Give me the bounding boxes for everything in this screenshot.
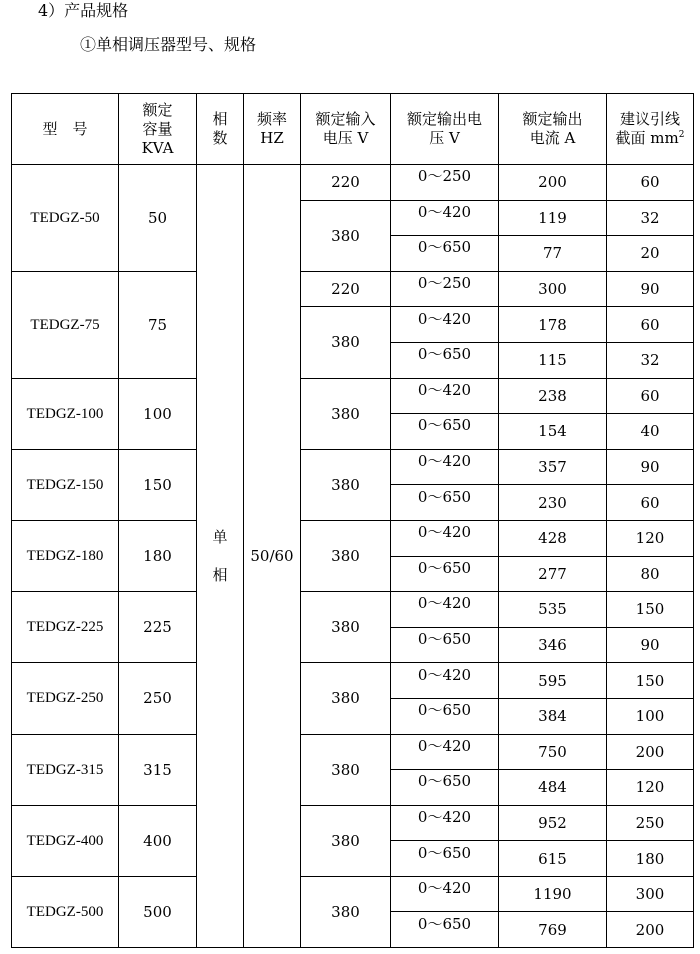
output-voltage-cell xyxy=(391,627,499,663)
header-lead-section: 建议引线 截面 $mm^2$ xyxy=(607,94,694,165)
phase-text-line2: 相 xyxy=(212,566,228,585)
capacity-cell: 100 xyxy=(119,378,197,449)
output-voltage-value: 0～250 xyxy=(417,274,472,293)
output-voltage-cell xyxy=(391,592,499,628)
lead-section-cell: 80 xyxy=(607,556,694,592)
lead-section-cell: 20 xyxy=(607,236,694,272)
spec-table xyxy=(11,93,694,948)
table-row xyxy=(12,734,694,770)
table-row xyxy=(12,876,694,912)
lead-section-cell: 300 xyxy=(607,876,694,912)
lead-section-cell: 60 xyxy=(607,378,694,414)
table-row xyxy=(12,805,694,841)
output-voltage-value: 0～420 xyxy=(417,523,472,542)
subsection-heading: ①单相调压器型号、规格 xyxy=(80,35,257,54)
output-voltage-cell xyxy=(391,307,499,343)
lead-section-cell: 60 xyxy=(607,165,694,201)
lead-section-cell: 120 xyxy=(607,520,694,556)
header-phase: 相 数 xyxy=(197,94,244,165)
output-voltage-cell xyxy=(391,342,499,378)
lead-section-cell: 32 xyxy=(607,342,694,378)
header-frequency: 频率 HZ xyxy=(244,94,301,165)
output-voltage-value: 0～650 xyxy=(417,701,472,720)
output-voltage-cell xyxy=(391,271,499,307)
output-voltage-cell xyxy=(391,734,499,770)
output-current-cell: 769 xyxy=(499,912,607,948)
phase-cell xyxy=(197,165,244,948)
capacity-cell: 500 xyxy=(119,876,197,947)
input-voltage-cell: 380 xyxy=(301,307,391,378)
input-voltage-cell: 380 xyxy=(301,734,391,805)
capacity-cell: 75 xyxy=(119,271,197,378)
table-row xyxy=(12,449,694,485)
lead-section-cell: 32 xyxy=(607,200,694,236)
header-row xyxy=(12,94,694,165)
spec-table-body xyxy=(12,165,694,948)
output-voltage-cell xyxy=(391,236,499,272)
input-voltage-cell: 380 xyxy=(301,876,391,947)
output-current-cell: 178 xyxy=(499,307,607,343)
output-voltage-cell xyxy=(391,449,499,485)
model-cell: TEDGZ-400 xyxy=(12,805,119,876)
output-current-cell: 595 xyxy=(499,663,607,699)
output-voltage-value: 0～420 xyxy=(417,879,472,898)
output-voltage-cell xyxy=(391,663,499,699)
output-current-cell: 535 xyxy=(499,592,607,628)
input-voltage-cell: 220 xyxy=(301,165,391,201)
output-voltage-value: 0～420 xyxy=(417,736,472,755)
lead-section-cell: 200 xyxy=(607,912,694,948)
lead-section-cell: 100 xyxy=(607,698,694,734)
output-current-cell: 346 xyxy=(499,627,607,663)
output-voltage-cell xyxy=(391,698,499,734)
header-input-voltage: 额定输入 电压 V xyxy=(301,94,391,165)
output-voltage-value: 0～250 xyxy=(417,167,472,186)
output-current-cell: 77 xyxy=(499,236,607,272)
model-cell: TEDGZ-180 xyxy=(12,520,119,591)
model-cell: TEDGZ-315 xyxy=(12,734,119,805)
table-row xyxy=(12,165,694,201)
output-voltage-cell xyxy=(391,805,499,841)
input-voltage-cell: 380 xyxy=(301,200,391,271)
lead-section-cell: 90 xyxy=(607,271,694,307)
output-current-cell: 750 xyxy=(499,734,607,770)
lead-section-cell: 150 xyxy=(607,663,694,699)
output-voltage-value: 0～650 xyxy=(417,914,472,933)
capacity-cell: 400 xyxy=(119,805,197,876)
table-row xyxy=(12,378,694,414)
lead-section-cell: 90 xyxy=(607,449,694,485)
output-voltage-value: 0～420 xyxy=(417,309,472,328)
output-current-cell: 1190 xyxy=(499,876,607,912)
output-voltage-cell xyxy=(391,200,499,236)
lead-section-cell: 90 xyxy=(607,627,694,663)
phase-text-line1: 单 xyxy=(212,528,228,547)
table-row xyxy=(12,663,694,699)
output-voltage-cell xyxy=(391,876,499,912)
lead-section-cell: 250 xyxy=(607,805,694,841)
lead-section-cell: 60 xyxy=(607,485,694,521)
output-voltage-value: 0～420 xyxy=(417,594,472,613)
output-voltage-value: 0～650 xyxy=(417,558,472,577)
input-voltage-cell: 380 xyxy=(301,378,391,449)
output-voltage-value: 0～650 xyxy=(417,630,472,649)
capacity-cell: 250 xyxy=(119,663,197,734)
output-voltage-value: 0～650 xyxy=(417,345,472,364)
model-cell: TEDGZ-500 xyxy=(12,876,119,947)
lead-section-cell: 180 xyxy=(607,841,694,877)
output-voltage-cell xyxy=(391,556,499,592)
frequency-cell: 50/60 xyxy=(244,165,301,948)
output-current-cell: 238 xyxy=(499,378,607,414)
lead-section-cell: 200 xyxy=(607,734,694,770)
output-current-cell: 357 xyxy=(499,449,607,485)
input-voltage-cell: 380 xyxy=(301,592,391,663)
output-voltage-value: 0～420 xyxy=(417,452,472,471)
model-cell: TEDGZ-50 xyxy=(12,165,119,272)
output-current-cell: 615 xyxy=(499,841,607,877)
output-current-cell: 952 xyxy=(499,805,607,841)
capacity-cell: 150 xyxy=(119,449,197,520)
output-voltage-value: 0～650 xyxy=(417,772,472,791)
output-current-cell: 300 xyxy=(499,271,607,307)
model-cell: TEDGZ-225 xyxy=(12,592,119,663)
lead-section-cell: 40 xyxy=(607,414,694,450)
model-cell: TEDGZ-150 xyxy=(12,449,119,520)
header-model: 型 号 xyxy=(12,94,119,165)
output-voltage-value: 0～420 xyxy=(417,665,472,684)
capacity-cell: 225 xyxy=(119,592,197,663)
model-cell: TEDGZ-250 xyxy=(12,663,119,734)
output-voltage-value: 0～420 xyxy=(417,380,472,399)
output-current-cell: 277 xyxy=(499,556,607,592)
output-voltage-cell xyxy=(391,841,499,877)
output-voltage-value: 0～650 xyxy=(417,416,472,435)
lead-section-cell: 60 xyxy=(607,307,694,343)
input-voltage-cell: 380 xyxy=(301,449,391,520)
output-current-cell: 200 xyxy=(499,165,607,201)
input-voltage-cell: 380 xyxy=(301,520,391,591)
output-voltage-cell xyxy=(391,485,499,521)
capacity-cell: 50 xyxy=(119,165,197,272)
header-output-current: 额定输出 电流 A xyxy=(499,94,607,165)
output-voltage-cell xyxy=(391,520,499,556)
output-current-cell: 428 xyxy=(499,520,607,556)
capacity-cell: 180 xyxy=(119,520,197,591)
output-voltage-value: 0～650 xyxy=(417,843,472,862)
output-current-cell: 119 xyxy=(499,200,607,236)
table-row xyxy=(12,592,694,628)
lead-section-cell: 150 xyxy=(607,592,694,628)
input-voltage-cell: 380 xyxy=(301,663,391,734)
output-voltage-cell xyxy=(391,770,499,806)
capacity-cell: 315 xyxy=(119,734,197,805)
table-row xyxy=(12,520,694,556)
output-current-cell: 230 xyxy=(499,485,607,521)
model-cell: TEDGZ-75 xyxy=(12,271,119,378)
header-capacity: 额定 容量 KVA xyxy=(119,94,197,165)
input-voltage-cell: 380 xyxy=(301,805,391,876)
output-voltage-value: 0～650 xyxy=(417,487,472,506)
output-voltage-cell xyxy=(391,912,499,948)
output-current-cell: 154 xyxy=(499,414,607,450)
model-cell: TEDGZ-100 xyxy=(12,378,119,449)
output-voltage-value: 0～650 xyxy=(417,238,472,257)
lead-section-cell: 120 xyxy=(607,770,694,806)
header-output-voltage: 额定输出电 压 V xyxy=(391,94,499,165)
output-voltage-cell xyxy=(391,414,499,450)
output-voltage-value: 0～420 xyxy=(417,202,472,221)
output-current-cell: 484 xyxy=(499,770,607,806)
output-voltage-cell xyxy=(391,165,499,201)
output-current-cell: 115 xyxy=(499,342,607,378)
section-heading: 4）产品规格 xyxy=(38,1,129,20)
output-voltage-value: 0～420 xyxy=(417,807,472,826)
input-voltage-cell: 220 xyxy=(301,271,391,307)
output-voltage-cell xyxy=(391,378,499,414)
output-current-cell: 384 xyxy=(499,698,607,734)
table-row xyxy=(12,271,694,307)
